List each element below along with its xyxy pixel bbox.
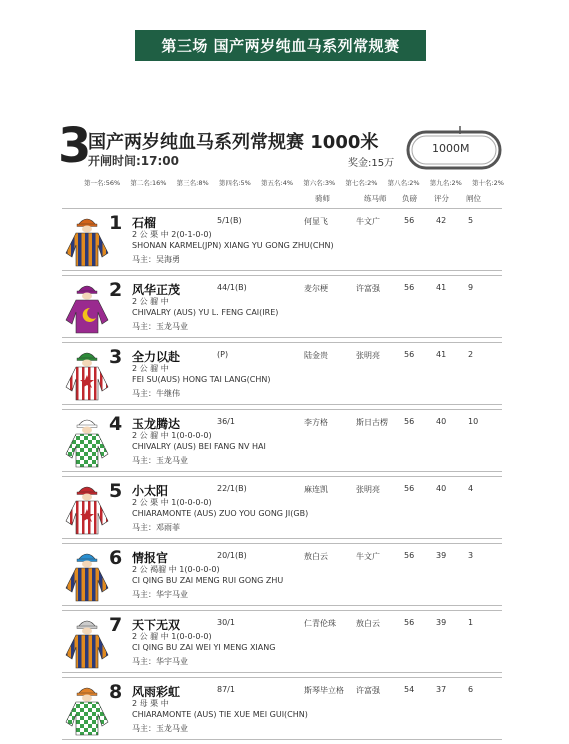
horse-name: 风雨彩虹 (132, 685, 181, 699)
col-gate: 闸位 (466, 194, 481, 203)
weight: 56 (404, 551, 415, 560)
odds: 30/1 (217, 618, 235, 627)
col-rating: 评分 (434, 194, 449, 203)
jockey-silk-icon (64, 479, 110, 535)
horse-info: 2 母 栗 中 (132, 699, 169, 708)
jockey-silk (64, 211, 110, 267)
prize-share: 第四名:5% (218, 179, 251, 187)
rating: 37 (436, 685, 447, 694)
prize-share: 第一名:56% (84, 179, 121, 187)
race-header (58, 118, 504, 187)
rating: 40 (436, 417, 447, 426)
rating: 41 (436, 283, 447, 292)
jockey-silk-icon (64, 680, 110, 736)
owner: 马主：吴海勇 (132, 255, 180, 264)
trainer-name: 许富强 (356, 686, 380, 695)
prize-share: 第二名:16% (130, 179, 167, 187)
rating: 39 (436, 551, 447, 560)
prize-share: 第八名:2% (387, 179, 420, 187)
horse-info: 2 公 栗 中 2(0-1-0-0) (132, 230, 212, 239)
horse-number: 1 (109, 212, 123, 234)
rating: 40 (436, 484, 447, 493)
horse-info: 2 公 骝 中 1(0-0-0-0) (132, 632, 212, 641)
gate: 4 (468, 484, 474, 493)
trainer-name: 敖白云 (356, 619, 380, 628)
jockey-silk-icon (64, 278, 110, 334)
horse-entry (62, 543, 502, 606)
horse-entry (62, 275, 502, 338)
jockey-silk-icon (64, 211, 110, 267)
horse-name: 全力以赴 (132, 350, 181, 364)
weight: 56 (404, 216, 415, 225)
odds: (P) (217, 350, 229, 359)
weight: 54 (404, 685, 415, 694)
pedigree: CHIVALRY (AUS) BEI FANG NV HAI (132, 442, 266, 451)
jockey-silk (64, 613, 110, 669)
horse-number: 3 (109, 346, 123, 368)
horse-entry (62, 476, 502, 539)
jockey-silk-icon (64, 613, 110, 669)
owner: 马主：邓雨菲 (132, 523, 180, 532)
pedigree: FEI SU(AUS) HONG TAI LANG(CHN) (132, 375, 271, 384)
horse-name: 天下无双 (132, 618, 181, 632)
race-title: 国产两岁纯血马系列常规赛 1000米 (88, 132, 379, 153)
col-weight: 负磅 (402, 194, 417, 203)
track-diagram (404, 124, 504, 172)
horse-number: 6 (109, 547, 123, 569)
horse-info: 2 公 褐骝 中 1(0-0-0-0) (132, 565, 220, 574)
prize-share: 第七名:2% (345, 179, 378, 187)
prize-share: 第五名:4% (261, 179, 294, 187)
rating: 39 (436, 618, 447, 627)
weight: 56 (404, 350, 415, 359)
horse-name: 小太阳 (132, 484, 169, 498)
trainer-name: 牛文广 (356, 217, 380, 226)
column-headers (62, 193, 502, 205)
trainer-name: 张明亮 (356, 351, 380, 360)
jockey-name: 麻连凯 (304, 485, 328, 494)
jockey-silk-icon (64, 412, 110, 468)
jockey-name: 仁青伦珠 (304, 619, 336, 628)
jockey-name: 陆金贵 (304, 351, 328, 360)
jockey-name: 李方格 (304, 418, 328, 427)
odds: 22/1(B) (217, 484, 247, 493)
jockey-silk (64, 345, 110, 401)
prize-share: 第九名:2% (429, 179, 462, 187)
horse-name: 石榴 (132, 216, 157, 230)
jockey-silk (64, 278, 110, 334)
pedigree: CI QING BU ZAI MENG RUI GONG ZHU (132, 576, 284, 585)
track-distance-label: 1000M (432, 142, 470, 155)
prize-distribution (84, 178, 504, 187)
horse-name: 风华正茂 (132, 283, 181, 297)
pedigree: CHIARAMONTE (AUS) TIE XUE MEI GUI(CHN) (132, 710, 308, 719)
jockey-silk (64, 546, 110, 602)
horse-number: 7 (109, 614, 123, 636)
horse-info: 2 公 骝 中 (132, 364, 169, 373)
gate: 2 (468, 350, 474, 359)
jockey-silk (64, 412, 110, 468)
gate: 1 (468, 618, 474, 627)
col-trainer: 练马师 (364, 194, 387, 203)
horse-entry (62, 677, 502, 740)
owner: 马主：玉龙马业 (132, 724, 188, 733)
horse-info: 2 公 骝 中 1(0-0-0-0) (132, 431, 212, 440)
jockey-silk-icon (64, 345, 110, 401)
odds: 44/1(B) (217, 283, 247, 292)
race-card (58, 118, 504, 733)
weight: 56 (404, 484, 415, 493)
rating: 41 (436, 350, 447, 359)
pedigree: SHONAN KARMEL(JPN) XIANG YU GONG ZHU(CHN) (132, 241, 334, 250)
jockey-name: 何显飞 (304, 217, 328, 226)
owner: 马主：华宇马业 (132, 657, 188, 666)
horse-number: 2 (109, 279, 123, 301)
owner: 马主：华宇马业 (132, 590, 188, 599)
trainer-name: 牛文广 (356, 552, 380, 561)
horse-number: 5 (109, 480, 123, 502)
pedigree: CHIVALRY (AUS) YU L. FENG CAI(IRE) (132, 308, 279, 317)
horse-name: 玉龙腾达 (132, 417, 181, 431)
trainer-name: 斯日古楞 (356, 418, 388, 427)
race-start-time: 开闸时间:17:00 (88, 154, 179, 168)
owner: 马主：玉龙马业 (132, 456, 188, 465)
odds: 36/1 (217, 417, 235, 426)
prize-share: 第十名:2% (471, 179, 504, 187)
odds: 20/1(B) (217, 551, 247, 560)
horse-entry (62, 342, 502, 405)
horse-entry (62, 409, 502, 472)
horse-info: 2 公 骝 中 (132, 297, 169, 306)
gate: 9 (468, 283, 474, 292)
gate: 10 (468, 417, 479, 426)
owner: 马主：玉龙马业 (132, 322, 188, 331)
odds: 87/1 (217, 685, 235, 694)
jockey-name: 敖白云 (304, 552, 328, 561)
prize-share: 第三名:8% (176, 179, 209, 187)
horse-entry (62, 610, 502, 673)
weight: 56 (404, 618, 415, 627)
jockey-name: 麦尔梗 (304, 284, 328, 293)
horse-info: 2 公 栗 中 1(0-0-0-0) (132, 498, 212, 507)
pedigree: CHIARAMONTE (AUS) ZUO YOU GONG JI(GB) (132, 509, 309, 518)
prize-share: 第六名:3% (303, 179, 336, 187)
jockey-silk (64, 479, 110, 535)
col-jockey: 骑师 (315, 194, 330, 203)
gate: 3 (468, 551, 474, 560)
gate: 5 (468, 216, 474, 225)
race-number: 3 (58, 118, 92, 174)
weight: 56 (404, 417, 415, 426)
horse-number: 4 (109, 413, 123, 435)
race-prize: 奖金:15万 (348, 158, 395, 169)
trainer-name: 张明亮 (356, 485, 380, 494)
horse-entry (62, 208, 502, 271)
section-banner: 第三场 国产两岁纯血马系列常规赛 (135, 30, 426, 61)
jockey-name: 斯琴毕立格 (304, 686, 344, 695)
rating: 42 (436, 216, 447, 225)
odds: 5/1(B) (217, 216, 242, 225)
pedigree: CI QING BU ZAI WEI YI MENG XIANG (132, 643, 276, 652)
gate: 6 (468, 685, 474, 694)
jockey-silk-icon (64, 546, 110, 602)
weight: 56 (404, 283, 415, 292)
horse-number: 8 (109, 681, 123, 703)
owner: 马主：牛继伟 (132, 389, 180, 398)
entry-list (62, 208, 502, 744)
jockey-silk (64, 680, 110, 736)
trainer-name: 许富强 (356, 284, 380, 293)
horse-name: 情报官 (132, 551, 169, 565)
